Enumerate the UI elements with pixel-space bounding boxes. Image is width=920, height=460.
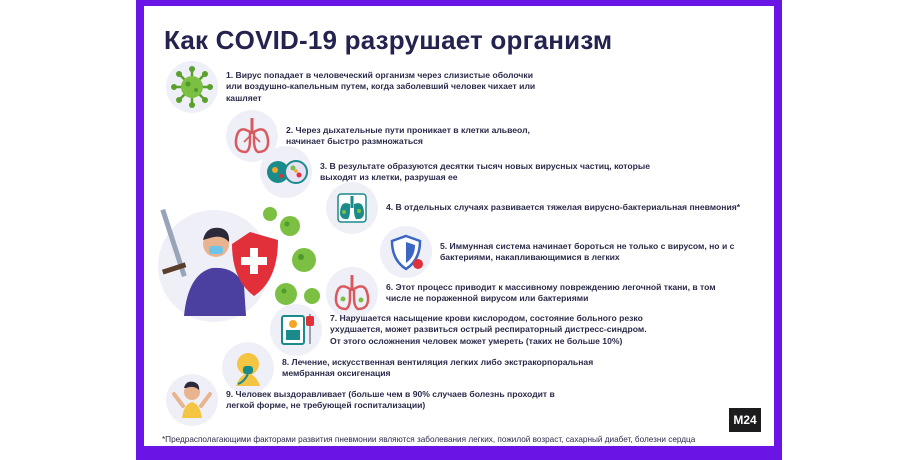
m24-logo: М24: [729, 408, 761, 432]
infected-lungs-icon: [326, 182, 378, 234]
step-9-bubble: [166, 374, 218, 426]
recovered-person-icon: [166, 374, 218, 426]
step-9-text: 9. Человек выздоравливает (больше чем в 90% случаев болезнь проходит в легкой форме, не требующей госпитализации): [226, 388, 555, 410]
step-2-text: 2. Через дыхательные пути проникает в клетки альвеол, начинает быстро размножаться: [286, 124, 530, 146]
virus-cells-icon: [260, 146, 312, 198]
virus-icon: [166, 61, 218, 113]
step-6-text: 6. Этот процесс приводит к массивному повреждению легочной ткани, в том числе не пораженной вирусом или бактериями: [386, 281, 716, 303]
step-8-text: 8. Лечение, искусственная вентиляция легких либо экстракорпоральная мембранная оксигенация: [282, 356, 594, 378]
step-3-text: 3. В результате образуются десятки тысяч новых вирусных частиц, которые выходят из клетки, разрушая ее: [320, 160, 651, 182]
step-1-text: 1. Вирус попадает в человеческий организм через слизистые оболочки или воздушно-капельным путем, когда заболевший человек чихает или кашляет: [226, 69, 536, 103]
infographic-card: [144, 6, 774, 446]
page-title: Как COVID-19 разрушает организм: [164, 25, 613, 55]
step-4-bubble: [326, 182, 378, 234]
step-1-bubble: [166, 61, 218, 113]
step-7-text: 7. Нарушается насыщение крови кислородом, состояние больного резко ухудшается, может развиться острый респираторный дистресс-синдром. От этого осложнения человек может умереть (таких не больше 10%): [330, 312, 647, 346]
step-5-text: 5. Иммунная система начинает бороться не только с вирусом, но и с бактериями, накапливающимися в легких: [440, 240, 735, 262]
step-4-text: 4. В отдельных случаях развивается тяжелая вирусно-бактериальная пневмония*: [386, 202, 741, 213]
footnote: *Предрасполагающими факторами развития пневмонии являются заболевания легких, пожилой возраст, сахарный диабет, болезни сердца: [162, 435, 696, 444]
step-1: [166, 61, 546, 113]
step-9: [166, 374, 566, 426]
step-3-bubble: [260, 146, 312, 198]
